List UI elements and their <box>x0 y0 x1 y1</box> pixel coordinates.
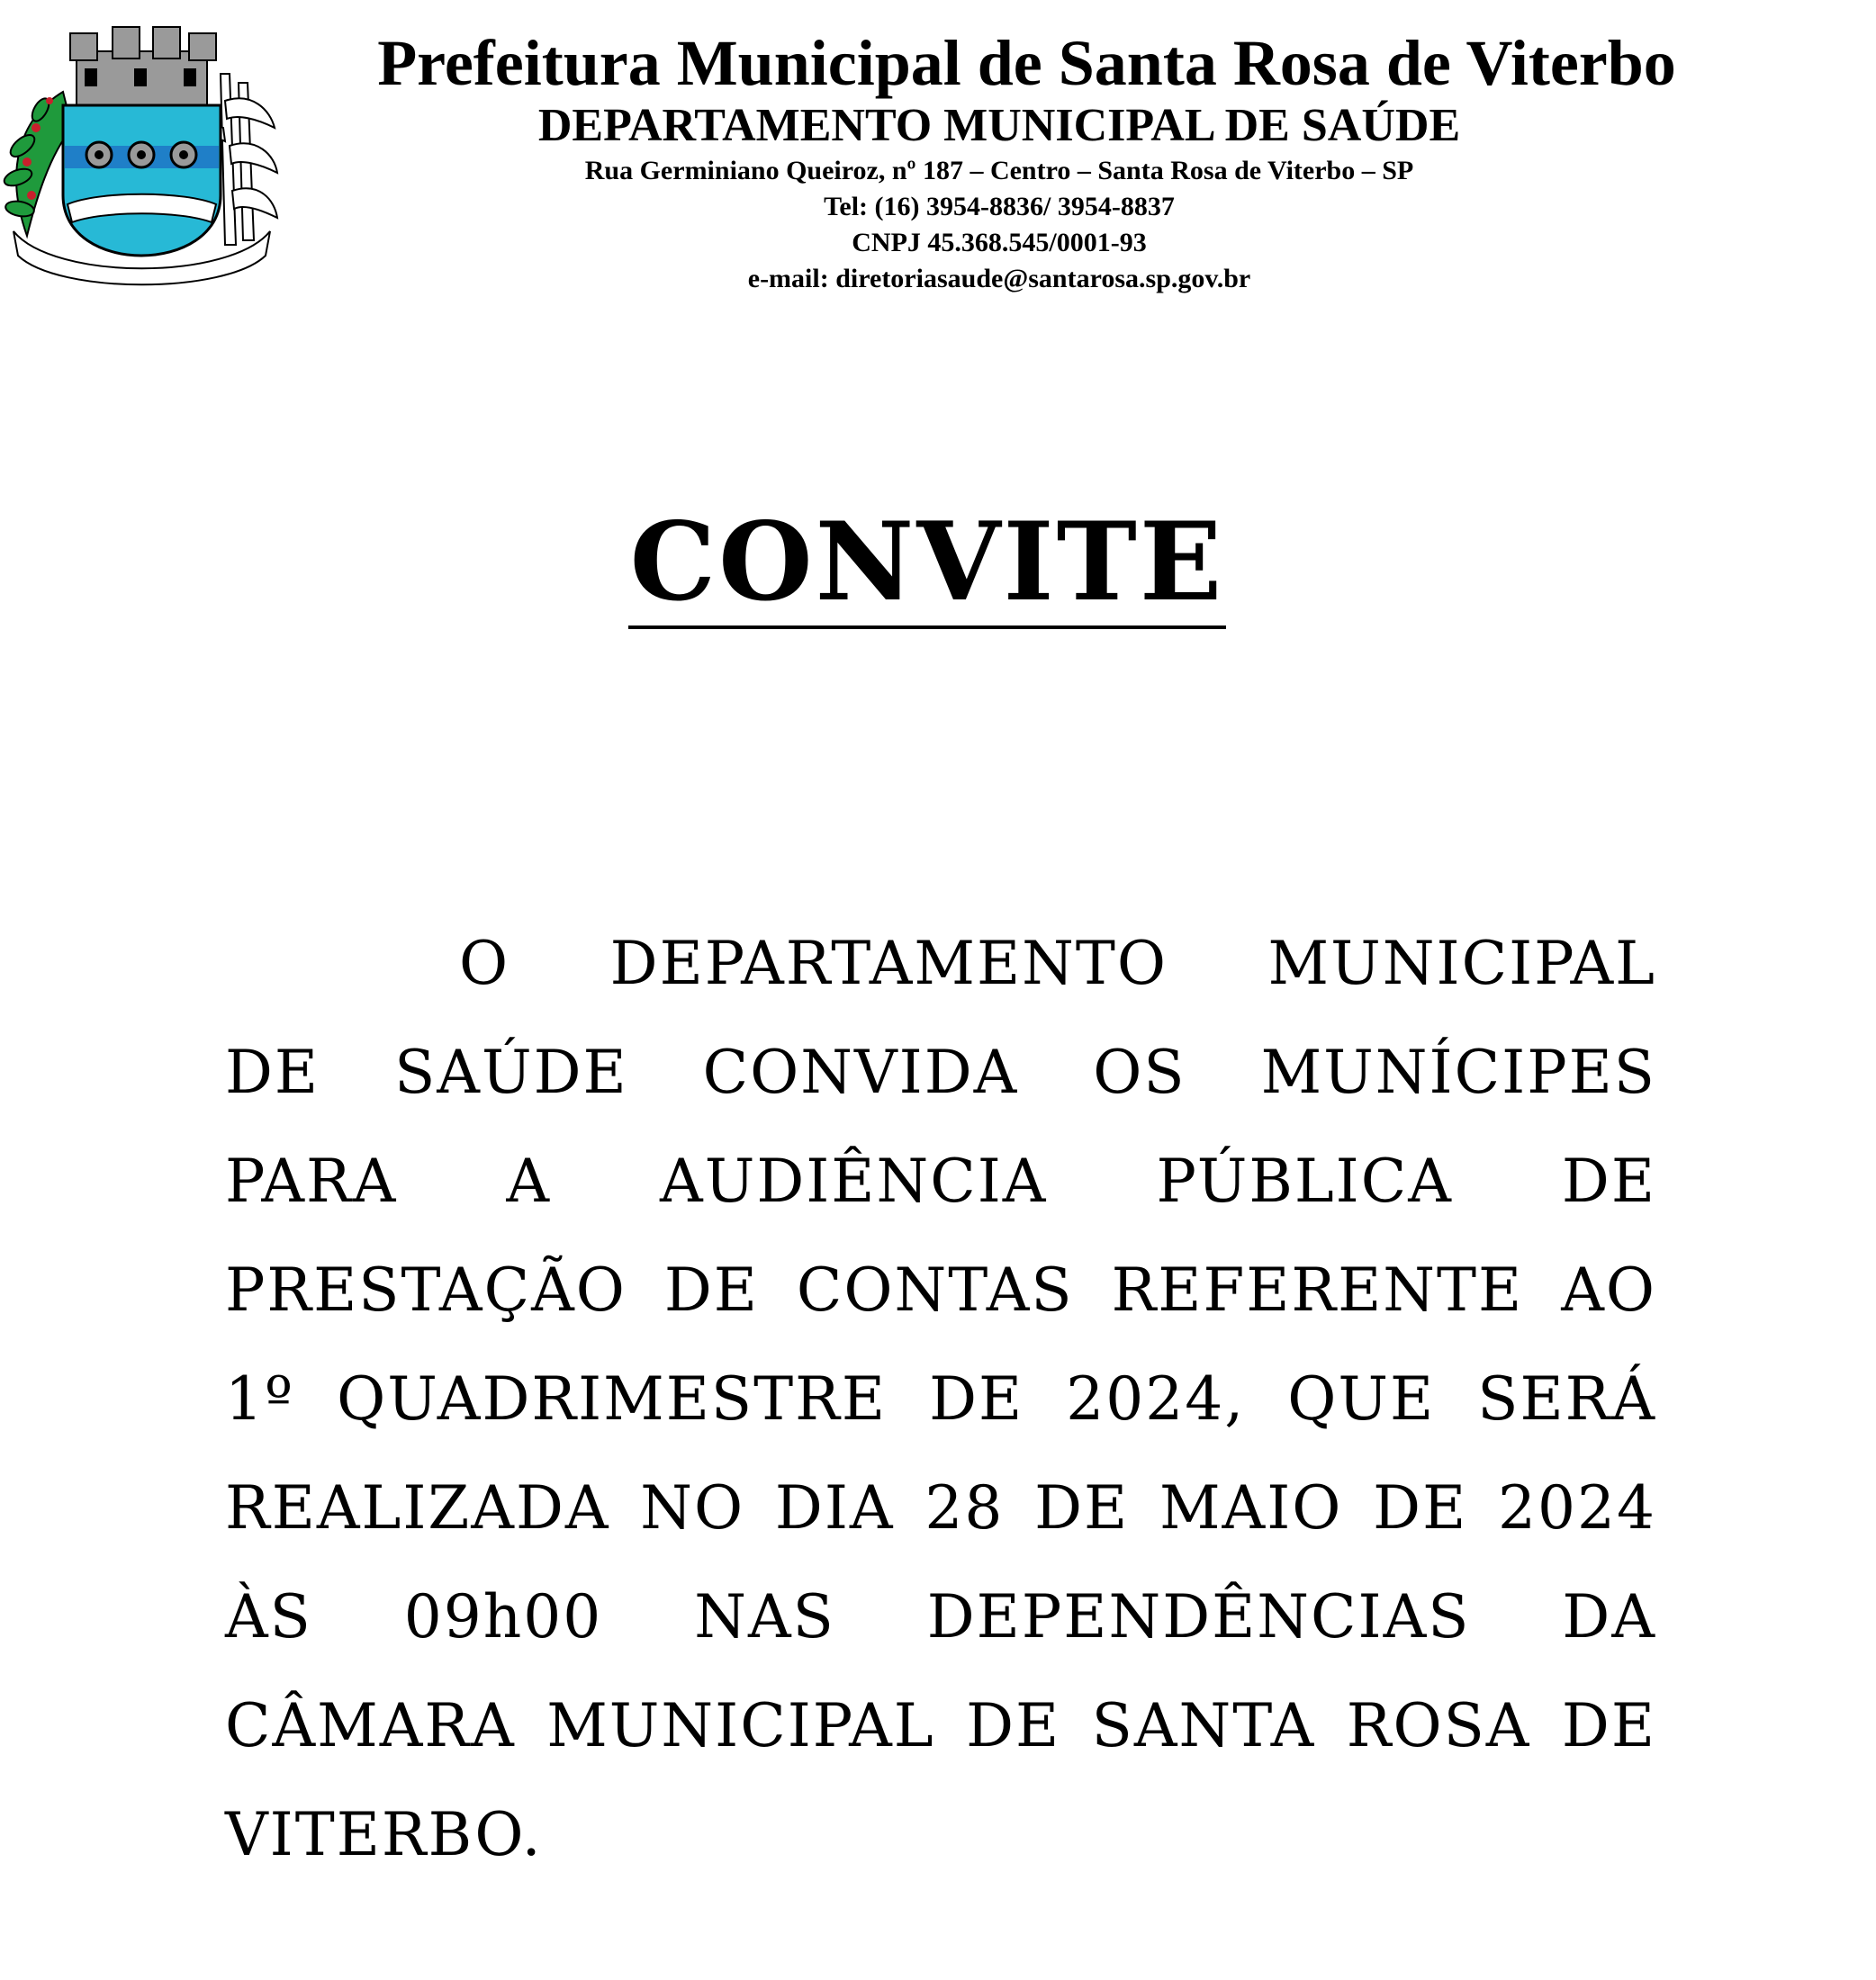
body-line: 1º QUADRIMESTRE DE 2024, QUE SERÁ <box>225 1364 1656 1434</box>
document-heading-wrapper <box>0 500 1876 629</box>
address-line: Rua Germiniano Queiroz, nº 187 – Centro – Santa Rosa de Viterbo – SP <box>584 156 1414 185</box>
phone-line: Tel: (16) 3954-8836/ 3954-8837 <box>824 192 1175 221</box>
body-line: ÀS 09h00 NAS DEPENDÊNCIAS DA <box>225 1582 1656 1652</box>
email-line: e-mail: diretoriasaude@santarosa.sp.gov.br <box>747 264 1251 293</box>
department-name: DEPARTAMENTO MUNICIPAL DE SAÚDE <box>537 100 1461 151</box>
left-branch-icon <box>2 92 72 236</box>
body-line: O DEPARTAMENTO MUNICIPAL <box>459 929 1656 998</box>
body-line: REALIZADA NO DIA 28 DE MAIO DE 2024 <box>225 1473 1656 1543</box>
invitation-body <box>225 909 1656 1889</box>
body-line: PARA A AUDIÊNCIA PÚBLICA DE <box>225 1147 1656 1216</box>
body-line: CÂMARA MUNICIPAL DE SANTA ROSA DE <box>225 1691 1656 1760</box>
municipality-title: Prefeitura Municipal de Santa Rosa de Viterbo <box>377 27 1676 99</box>
body-line: DE SAÚDE CONVIDA OS MUNÍCIPES <box>225 1038 1656 1107</box>
document-heading: CONVITE <box>628 500 1227 629</box>
letterhead <box>288 27 1773 297</box>
cnpj-line: CNPJ 45.368.545/0001-93 <box>852 228 1147 257</box>
shield-icon <box>63 105 221 256</box>
body-line: PRESTAÇÃO DE CONTAS REFERENTE AO <box>225 1256 1656 1325</box>
castle-crown-icon <box>70 27 216 105</box>
body-line: VITERBO. <box>225 1800 543 1869</box>
